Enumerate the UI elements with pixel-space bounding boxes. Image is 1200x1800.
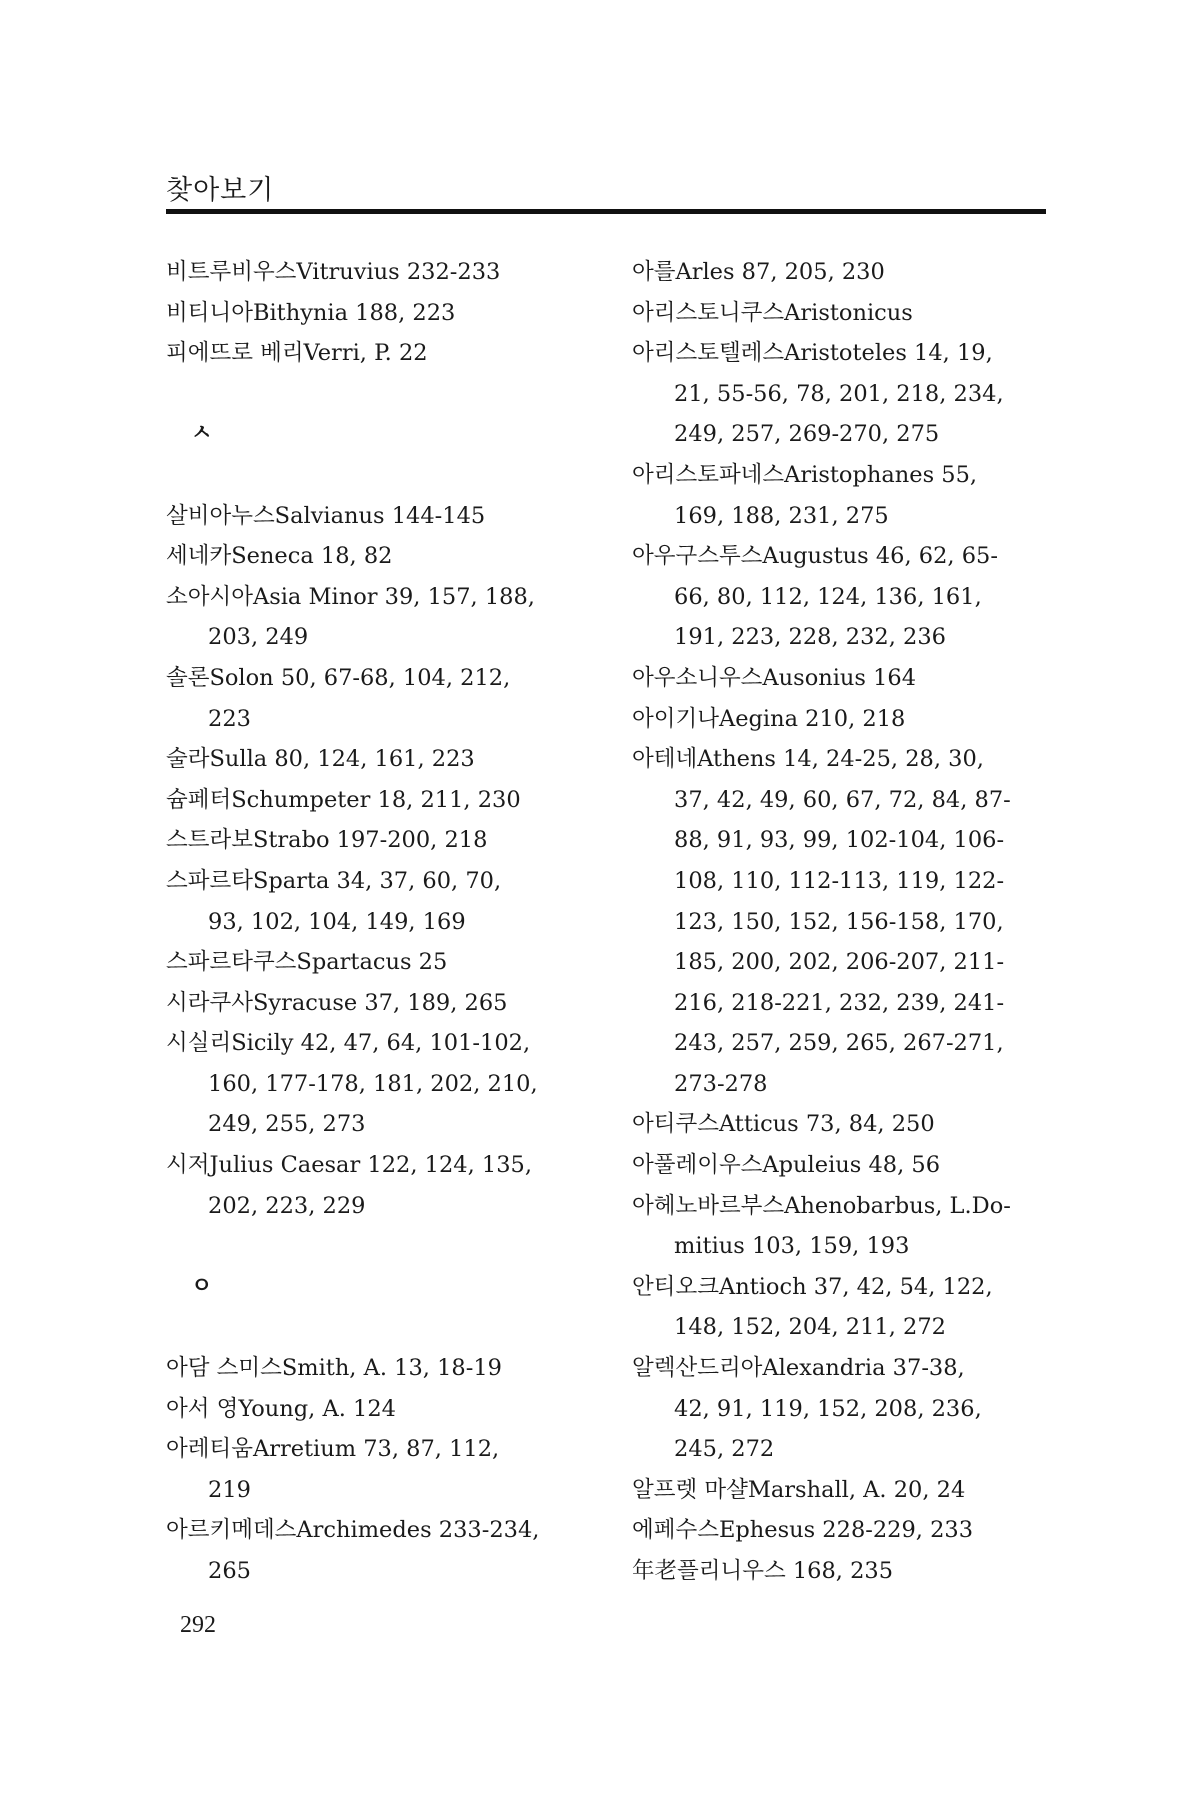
index-entry: 안티오크Antioch 37, 42, 54, 122, xyxy=(632,1273,993,1300)
index-entry-continuation: 245, 272 xyxy=(674,1436,775,1463)
index-entry-continuation: 191, 223, 228, 232, 236 xyxy=(674,624,946,651)
index-entry: 年老플리니우스 168, 235 xyxy=(632,1558,894,1584)
index-entry: 에페수스Ephesus 228-229, 233 xyxy=(632,1517,974,1544)
index-entry: 아르키메데스Archimedes 233-234, xyxy=(166,1517,540,1544)
header-divider xyxy=(166,209,1046,214)
index-entry: 아리스토파네스Aristophanes 55, xyxy=(632,461,978,488)
index-entry: 살비아누스Salvianus 144-145 xyxy=(166,502,486,529)
index-entry: 아풀레이우스Apuleius 48, 56 xyxy=(632,1152,941,1179)
index-entry: 아우소니우스Ausonius 164 xyxy=(632,664,917,691)
index-entry-continuation: 169, 188, 231, 275 xyxy=(674,502,889,529)
index-entry: 아레티움Arretium 73, 87, 112, xyxy=(166,1436,500,1463)
index-entry: 슘페터Schumpeter 18, 211, 230 xyxy=(166,786,521,813)
index-entry: 알렉산드리아Alexandria 37-38, xyxy=(632,1355,965,1382)
index-entry: 아서 영Young, A. 124 xyxy=(166,1395,396,1422)
index-entry-continuation: 223 xyxy=(208,705,251,732)
index-entry-continuation: 160, 177-178, 181, 202, 210, xyxy=(208,1070,538,1097)
index-entry: 아헤노바르부스Ahenobarbus, L.Do- xyxy=(632,1192,1011,1219)
index-entry-continuation: 37, 42, 49, 60, 67, 72, 84, 87- xyxy=(674,786,1011,813)
index-entry: 시라쿠사Syracuse 37, 189, 265 xyxy=(166,989,508,1016)
index-entry-continuation: 148, 152, 204, 211, 272 xyxy=(674,1314,946,1341)
index-entry: 스파르타쿠스Spartacus 25 xyxy=(166,949,448,976)
index-entry-continuation: 66, 80, 112, 124, 136, 161, xyxy=(674,583,982,610)
section-letter-heading: ㅅ xyxy=(191,421,213,447)
page-number: 292 xyxy=(180,1612,216,1638)
index-entry: 비트루비우스Vitruvius 232-233 xyxy=(166,259,501,285)
index-entry-continuation: 219 xyxy=(208,1476,251,1503)
blank-line xyxy=(166,1226,596,1267)
index-column-left xyxy=(166,252,596,1592)
index-entry-continuation: 202, 223, 229 xyxy=(208,1192,366,1219)
index-entry: 아이기나Aegina 210, 218 xyxy=(632,705,906,732)
index-entry: 아리스토텔레스Aristoteles 14, 19, xyxy=(632,340,993,367)
index-entry-continuation: 93, 102, 104, 149, 169 xyxy=(208,908,466,935)
index-entry: 아리스토니쿠스Aristonicus xyxy=(632,299,913,326)
index-entry: 비티니아Bithynia 188, 223 xyxy=(166,299,456,326)
index-entry-continuation: 265 xyxy=(208,1558,251,1584)
index-entry: 알프렛 마샬Marshall, A. 20, 24 xyxy=(632,1476,966,1503)
index-entry-continuation: 243, 257, 259, 265, 267-271, xyxy=(674,1030,1004,1057)
blank-line xyxy=(166,1307,596,1348)
blank-line xyxy=(166,374,596,415)
index-entry: 시저Julius Caesar 122, 124, 135, xyxy=(166,1152,532,1179)
index-entry-continuation: 21, 55-56, 78, 201, 218, 234, xyxy=(674,380,1004,407)
index-entry-continuation: 249, 257, 269-270, 275 xyxy=(674,421,940,448)
page-title: 찾아보기 xyxy=(166,175,275,206)
index-entry-continuation: 203, 249 xyxy=(208,624,309,651)
index-entry-continuation: 108, 110, 112-113, 119, 122- xyxy=(674,867,1005,894)
index-entry: 아담 스미스Smith, A. 13, 18-19 xyxy=(166,1355,502,1382)
index-entry: 세네카Seneca 18, 82 xyxy=(166,543,393,570)
blank-line xyxy=(166,455,596,496)
section-letter-heading: ㅇ xyxy=(191,1273,213,1299)
index-entry: 피에뜨로 베리Verri, P. 22 xyxy=(166,340,428,367)
index-entry: 아테네Athens 14, 24-25, 28, 30, xyxy=(632,746,984,773)
index-entry: 아티쿠스Atticus 73, 84, 250 xyxy=(632,1111,935,1138)
index-entry: 아우구스투스Augustus 46, 62, 65- xyxy=(632,543,998,570)
index-entry: 아를Arles 87, 205, 230 xyxy=(632,259,885,285)
index-entry: 스파르타Sparta 34, 37, 60, 70, xyxy=(166,867,502,894)
index-entry-continuation: 123, 150, 152, 156-158, 170, xyxy=(674,908,1004,935)
index-entry-continuation: 185, 200, 202, 206-207, 211- xyxy=(674,949,1005,976)
index-column-right xyxy=(632,252,1046,1592)
index-entry-continuation: 273-278 xyxy=(674,1070,768,1097)
index-entry: 스트라보Strabo 197-200, 218 xyxy=(166,827,488,854)
index-entry: 시실리Sicily 42, 47, 64, 101-102, xyxy=(166,1030,531,1057)
index-entry: 솔론Solon 50, 67-68, 104, 212, xyxy=(166,664,511,691)
index-entry-continuation: 88, 91, 93, 99, 102-104, 106- xyxy=(674,827,1005,854)
index-entry-continuation: 249, 255, 273 xyxy=(208,1111,366,1138)
index-entry-continuation: 216, 218-221, 232, 239, 241- xyxy=(674,989,1005,1016)
index-entry: 술라Sulla 80, 124, 161, 223 xyxy=(166,746,475,773)
index-entry: 소아시아Asia Minor 39, 157, 188, xyxy=(166,583,535,610)
index-entry-continuation: 42, 91, 119, 152, 208, 236, xyxy=(674,1395,982,1422)
index-entry-continuation: mitius 103, 159, 193 xyxy=(674,1233,910,1260)
